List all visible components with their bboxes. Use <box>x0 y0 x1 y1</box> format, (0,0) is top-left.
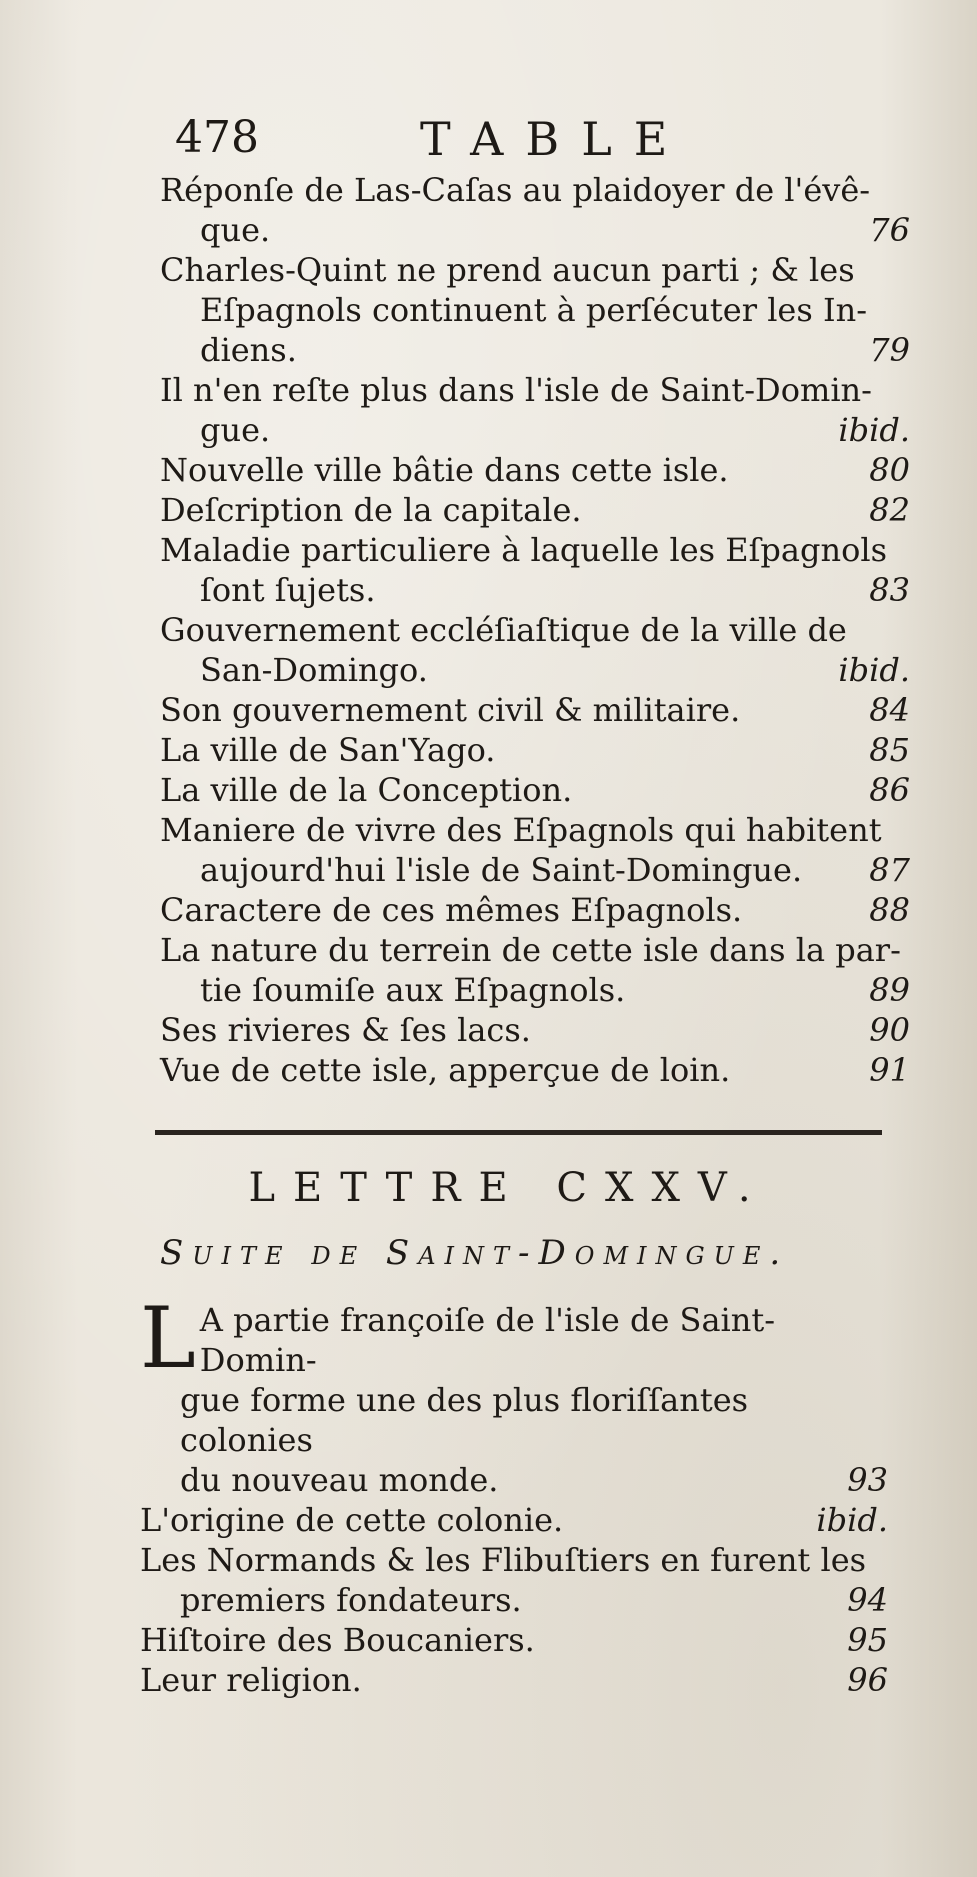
toc-entry-page: ibid. <box>838 411 910 449</box>
toc-entry-text: L'origine de cette colonie. <box>140 1501 564 1539</box>
toc-entry-text: du nouveau monde. <box>180 1461 499 1499</box>
toc-entry-text: ſont ſujets. <box>200 571 376 609</box>
toc-entry-text: Maniere de vivre des Eſpagnols qui habitent <box>160 811 882 849</box>
toc-entry-page: 93 <box>847 1461 888 1499</box>
toc-entry-page: 86 <box>869 771 910 809</box>
toc-entry-text: Ses rivieres & ſes lacs. <box>160 1011 531 1049</box>
toc-entry-text: Réponſe de Las-Caſas au plaidoyer de l'évê- <box>160 171 871 209</box>
toc-entry <box>140 1660 888 1700</box>
toc-entry-page: 89 <box>869 971 910 1009</box>
toc-entry-text: A partie françoiſe de l'isle de Saint-Domin- <box>199 1301 776 1379</box>
toc-entry <box>160 250 910 370</box>
toc-entries <box>160 170 910 1090</box>
toc-entry <box>160 770 910 810</box>
toc-entry-page: 90 <box>869 1011 910 1049</box>
toc-entry-page: ibid. <box>816 1501 888 1539</box>
toc-entry-text: La ville de la Conception. <box>160 771 573 809</box>
toc-entry <box>160 370 910 450</box>
drop-cap: L <box>140 1289 196 1387</box>
toc-entry-text: Maladie particuliere à laquelle les Eſpagnols <box>160 531 887 569</box>
toc-entry-page: 85 <box>869 731 910 769</box>
toc-entry <box>160 450 910 490</box>
toc-entry-text: Son gouvernement civil & militaire. <box>160 691 741 729</box>
toc-entry-text: Charles-Quint ne prend aucun parti ; & les <box>160 251 855 289</box>
toc-entry-text: Deſcription de la capitale. <box>160 491 582 529</box>
toc-entry <box>160 490 910 530</box>
toc-entry-page: 80 <box>869 451 910 489</box>
toc-entries-letter <box>140 1289 888 1700</box>
letter-title: LETTRE CXXV. <box>248 1165 769 1211</box>
toc-entry-text: Il n'en reſte plus dans l'isle de Saint-Domin- <box>160 371 872 409</box>
toc-entry-text: Hiſtoire des Boucaniers. <box>140 1621 535 1659</box>
page-number: 478 <box>175 112 259 163</box>
toc-entry <box>160 1050 910 1090</box>
toc-entry-text: tie ſoumiſe aux Eſpagnols. <box>200 971 626 1009</box>
toc-entry-page: 91 <box>869 1051 910 1089</box>
toc-entry <box>160 730 910 770</box>
toc-entry <box>160 930 910 1010</box>
toc-entry-text: gue forme une des plus floriſſantes colonies <box>180 1381 749 1459</box>
toc-entry-text: Eſpagnols continuent à perſécuter les In- <box>200 291 868 329</box>
toc-entry-text: Nouvelle ville bâtie dans cette isle. <box>160 451 729 489</box>
toc-entry-text: La ville de San'Yago. <box>160 731 496 769</box>
toc-entry-text: Gouvernement eccléſiaſtique de la ville de <box>160 611 847 649</box>
toc-entry-text: La nature du terrein de cette isle dans la par- <box>160 931 901 969</box>
toc-entry <box>160 610 910 690</box>
toc-entry-text: Vue de cette isle, apperçue de loin. <box>160 1051 731 1089</box>
toc-entry <box>140 1620 888 1660</box>
toc-entry-page: 87 <box>869 851 910 889</box>
toc-entry-text: premiers fondateurs. <box>180 1581 522 1619</box>
toc-entry-page: 76 <box>869 211 910 249</box>
toc-entry-text: gue. <box>200 411 271 449</box>
toc-entry-text: Caractere de ces mêmes Eſpagnols. <box>160 891 743 929</box>
toc-entry <box>140 1289 888 1500</box>
toc-entry-page: 79 <box>869 331 910 369</box>
toc-entry-page: 95 <box>847 1621 888 1659</box>
toc-entry-page: ibid. <box>838 651 910 689</box>
page-header <box>165 112 905 172</box>
toc-entry-page: 94 <box>847 1581 888 1619</box>
toc-entry <box>160 170 910 250</box>
letter-subtitle: Suite de Saint-Domingue. <box>160 1233 790 1273</box>
toc-entry-text: Les Normands & les Flibuſtiers en furent les <box>140 1541 867 1579</box>
toc-entry-text: que. <box>200 211 271 249</box>
toc-entry <box>140 1500 888 1540</box>
toc-entry <box>160 530 910 610</box>
toc-entry <box>160 890 910 930</box>
toc-entry <box>160 810 910 890</box>
toc-entry-text: aujourd'hui l'isle de Saint-Domingue. <box>200 851 803 889</box>
toc-entry-page: 83 <box>869 571 910 609</box>
toc-entry-page: 88 <box>869 891 910 929</box>
toc-entry-page: 84 <box>869 691 910 729</box>
toc-entry-text: Leur religion. <box>140 1661 362 1699</box>
running-title: TABLE <box>420 112 690 166</box>
toc-entry <box>160 690 910 730</box>
toc-entry-text: San-Domingo. <box>200 651 428 689</box>
toc-entry-text: diens. <box>200 331 297 369</box>
toc-entry-page: 96 <box>847 1661 888 1699</box>
toc-entry <box>160 1010 910 1050</box>
toc-entry <box>140 1540 888 1620</box>
toc-entry-page: 82 <box>869 491 910 529</box>
section-rule <box>155 1130 882 1135</box>
